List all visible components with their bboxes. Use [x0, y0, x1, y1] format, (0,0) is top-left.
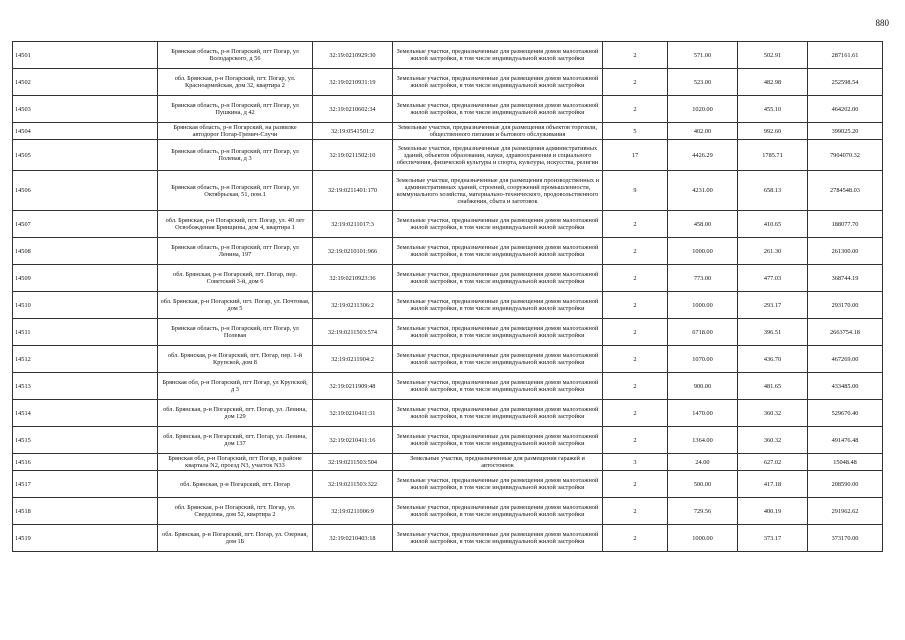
- group-number-cell: 2: [603, 265, 668, 292]
- table-row: [13, 265, 883, 292]
- specific-value-cell: 261.30: [738, 238, 808, 265]
- address-cell: обл. Брянская, р-н Погарский, пгт. Погар, ул. Красноармейская, дом 32, квартира 2: [158, 69, 313, 96]
- specific-value-cell: 1785.71: [738, 140, 808, 171]
- table-row: [13, 427, 883, 454]
- address-cell: Брянская область, р-н Погарский, пгт Погар, ул Ленина, 197: [158, 238, 313, 265]
- land-use-cell: Земельные участки, предназначенные для размещения домов малоэтажной жилой застройки, в том числе индивидуальной жилой застройки: [393, 346, 603, 373]
- land-use-cell: Земельные участки, предназначенные для размещения домов малоэтажной жилой застройки, в том числе индивидуальной жилой застройки: [393, 211, 603, 238]
- table-row: [13, 69, 883, 96]
- row-number-cell: 14501: [13, 42, 158, 69]
- cadastral-value-cell: 2663754.18: [808, 319, 883, 346]
- area-cell: 24.00: [668, 454, 738, 471]
- row-number-cell: 14512: [13, 346, 158, 373]
- specific-value-cell: 481.65: [738, 373, 808, 400]
- address-cell: Брянская область, р-н Погарский, пгт Погар, ул Октябрьская, 51, пом.1: [158, 171, 313, 211]
- table-row: [13, 454, 883, 471]
- cadastral-value-cell: 252598.54: [808, 69, 883, 96]
- row-number-cell: 14503: [13, 96, 158, 123]
- cadastral-number-cell: 32:19:0541501:2: [313, 123, 393, 140]
- group-number-cell: 17: [603, 140, 668, 171]
- land-use-cell: Земельные участки, предназначенные для размещения домов малоэтажной жилой застройки, в том числе индивидуальной жилой застройки: [393, 69, 603, 96]
- area-cell: 402.00: [668, 123, 738, 140]
- table-row: [13, 96, 883, 123]
- land-use-cell: Земельные участки, предназначенные для размещения домов малоэтажной жилой застройки, в том числе индивидуальной жилой застройки: [393, 265, 603, 292]
- specific-value-cell: 658.13: [738, 171, 808, 211]
- land-use-cell: Земельные участки, предназначенные для размещения домов малоэтажной жилой застройки, в том числе индивидуальной жилой застройки: [393, 427, 603, 454]
- group-number-cell: 2: [603, 498, 668, 525]
- area-cell: 1364.00: [668, 427, 738, 454]
- cadastral-value-cell: 291962.62: [808, 498, 883, 525]
- row-number-cell: 14513: [13, 373, 158, 400]
- address-cell: обл. Брянская, р-н Погарский, пгт. Погар, ул. 40 лет Освобождения Брянщины, дом 4, квартира 1: [158, 211, 313, 238]
- specific-value-cell: 360.32: [738, 400, 808, 427]
- land-use-cell: Земельные участки, предназначенные для размещения административных зданий, объектов образования, науки, здравоохранения и социального обеспечения, физической культуры и спорта, культуры, искусства, религии: [393, 140, 603, 171]
- row-number-cell: 14511: [13, 319, 158, 346]
- specific-value-cell: 436.70: [738, 346, 808, 373]
- table-row: [13, 211, 883, 238]
- address-cell: обл. Брянская, р-н Погарский, пгт. Погар: [158, 471, 313, 498]
- cadastral-number-cell: 32:19:0210923:36: [313, 265, 393, 292]
- table-row: [13, 471, 883, 498]
- area-cell: 500.00: [668, 471, 738, 498]
- area-cell: 523.00: [668, 69, 738, 96]
- cadastral-number-cell: 32:19:0211502:10: [313, 140, 393, 171]
- row-number-cell: 14505: [13, 140, 158, 171]
- area-cell: 6718.00: [668, 319, 738, 346]
- group-number-cell: 2: [603, 292, 668, 319]
- row-number-cell: 14504: [13, 123, 158, 140]
- address-cell: Брянская область, р-н Погарский, пгт Погар, ул Полевая, д 3: [158, 140, 313, 171]
- group-number-cell: 2: [603, 96, 668, 123]
- land-use-cell: Земельные участки, предназначенные для размещения домов малоэтажной жилой застройки, в том числе индивидуальной жилой застройки: [393, 400, 603, 427]
- group-number-cell: 2: [603, 373, 668, 400]
- address-cell: обл. Брянская, р-н Погарский, пгт. Погар, ул. Свердлова, дом 52, квартира 2: [158, 498, 313, 525]
- address-cell: Брянская обл, р-н Погарский, пгт Погар, ул Крупской, д 3: [158, 373, 313, 400]
- table-row: [13, 319, 883, 346]
- cadastral-number-cell: 32:19:0210931:19: [313, 69, 393, 96]
- cadastral-number-cell: 32:19:0210602:34: [313, 96, 393, 123]
- row-number-cell: 14517: [13, 471, 158, 498]
- land-use-cell: Земельные участки, предназначенные для размещения домов малоэтажной жилой застройки, в том числе индивидуальной жилой застройки: [393, 498, 603, 525]
- cadastral-value-cell: 373170.00: [808, 525, 883, 552]
- cadastral-number-cell: 32:19:0211401:170: [313, 171, 393, 211]
- land-use-cell: Земельные участки, предназначенные для размещения домов малоэтажной жилой застройки, в том числе индивидуальной жилой застройки: [393, 238, 603, 265]
- land-use-cell: Земельные участки, предназначенные для размещения домов малоэтажной жилой застройки, в том числе индивидуальной жилой застройки: [393, 292, 603, 319]
- cadastral-value-cell: 399025.20: [808, 123, 883, 140]
- specific-value-cell: 400.19: [738, 498, 808, 525]
- address-cell: обл. Брянская, р-н Погарский, пгт. Погар, ул. Ленина, дом 129: [158, 400, 313, 427]
- cadastral-value-cell: 261300.00: [808, 238, 883, 265]
- table-row: [13, 123, 883, 140]
- specific-value-cell: 417.18: [738, 471, 808, 498]
- table-row: [13, 400, 883, 427]
- group-number-cell: 5: [603, 123, 668, 140]
- group-number-cell: 2: [603, 211, 668, 238]
- address-cell: Брянская область, р-н Погарский, пгт Погар, ул Пушкина, д 42: [158, 96, 313, 123]
- specific-value-cell: 396.51: [738, 319, 808, 346]
- group-number-cell: 2: [603, 427, 668, 454]
- page-number: 880: [875, 18, 889, 28]
- group-number-cell: 9: [603, 171, 668, 211]
- group-number-cell: 2: [603, 346, 668, 373]
- table-row: [13, 373, 883, 400]
- cadastral-value-cell: 287161.61: [808, 42, 883, 69]
- address-cell: обл. Брянская, р-н Погарский, пгт. Погар, ул. Почтовая, дом 5: [158, 292, 313, 319]
- specific-value-cell: 360.32: [738, 427, 808, 454]
- table-row: [13, 346, 883, 373]
- area-cell: 4426.29: [668, 140, 738, 171]
- land-use-cell: Земельные участки, предназначенные для размещения гаражей и автостоянок: [393, 454, 603, 471]
- land-use-cell: Земельные участки, предназначенные для размещения домов малоэтажной жилой застройки, в том числе индивидуальной жилой застройки: [393, 319, 603, 346]
- specific-value-cell: 502.91: [738, 42, 808, 69]
- table-row: [13, 171, 883, 211]
- specific-value-cell: 992.60: [738, 123, 808, 140]
- land-use-cell: Земельные участки, предназначенные для размещения домов малоэтажной жилой застройки, в том числе индивидуальной жилой застройки: [393, 96, 603, 123]
- cadastral-number-cell: 32:19:0211909:48: [313, 373, 393, 400]
- cadastral-value-cell: 2784548.03: [808, 171, 883, 211]
- cadastral-number-cell: 32:19:0211006:9: [313, 498, 393, 525]
- specific-value-cell: 627.02: [738, 454, 808, 471]
- cadastral-value-cell: 491476.48: [808, 427, 883, 454]
- group-number-cell: 2: [603, 525, 668, 552]
- cadastral-value-cell: 529670.40: [808, 400, 883, 427]
- cadastral-value-cell: 7904070.32: [808, 140, 883, 171]
- group-number-cell: 2: [603, 238, 668, 265]
- specific-value-cell: 410.65: [738, 211, 808, 238]
- row-number-cell: 14514: [13, 400, 158, 427]
- row-number-cell: 14508: [13, 238, 158, 265]
- table-row: [13, 525, 883, 552]
- area-cell: 1470.00: [668, 400, 738, 427]
- cadastral-value-cell: 464202.00: [808, 96, 883, 123]
- cadastral-number-cell: 32:19:0211017:3: [313, 211, 393, 238]
- area-cell: 773.00: [668, 265, 738, 292]
- land-use-cell: Земельные участки, предназначенные для размещения домов малоэтажной жилой застройки, в том числе индивидуальной жилой застройки: [393, 373, 603, 400]
- cadastral-number-cell: 32:19:0211904:2: [313, 346, 393, 373]
- land-use-cell: Земельные участки, предназначенные для размещения домов малоэтажной жилой застройки, в том числе индивидуальной жилой застройки: [393, 42, 603, 69]
- cadastral-value-cell: 433485.00: [808, 373, 883, 400]
- row-number-cell: 14506: [13, 171, 158, 211]
- specific-value-cell: 293.17: [738, 292, 808, 319]
- address-cell: обл. Брянская, р-н Погарский, пгт. Погар, ул. Ленина, дом 137: [158, 427, 313, 454]
- table-body: [13, 42, 883, 552]
- row-number-cell: 14510: [13, 292, 158, 319]
- cadastral-value-cell: 188077.70: [808, 211, 883, 238]
- address-cell: обл. Брянская, р-н Погарский, пгт. Погар, пер. Советский 3-й, дом 6: [158, 265, 313, 292]
- area-cell: 729.56: [668, 498, 738, 525]
- area-cell: 1070.00: [668, 346, 738, 373]
- row-number-cell: 14519: [13, 525, 158, 552]
- group-number-cell: 3: [603, 454, 668, 471]
- cadastral-value-cell: 467269.00: [808, 346, 883, 373]
- row-number-cell: 14507: [13, 211, 158, 238]
- land-use-cell: Земельные участки, предназначенные для размещения домов малоэтажной жилой застройки, в том числе индивидуальной жилой застройки: [393, 525, 603, 552]
- address-cell: Брянская обл, р-н Погарский, пгт Погар, в районе квартала N2, проезд N3, участок N33: [158, 454, 313, 471]
- area-cell: 1000.00: [668, 525, 738, 552]
- table-row: [13, 238, 883, 265]
- specific-value-cell: 455.10: [738, 96, 808, 123]
- area-cell: 1000.00: [668, 238, 738, 265]
- cadastral-number-cell: 32:19:0211306:2: [313, 292, 393, 319]
- specific-value-cell: 477.03: [738, 265, 808, 292]
- group-number-cell: 2: [603, 471, 668, 498]
- area-cell: 1000.00: [668, 292, 738, 319]
- cadastral-value-table: [12, 41, 883, 552]
- table-row: [13, 498, 883, 525]
- cadastral-value-cell: 15048.48: [808, 454, 883, 471]
- land-use-cell: Земельные участки, предназначенные для размещения домов малоэтажной жилой застройки, в том числе индивидуальной жилой застройки: [393, 471, 603, 498]
- group-number-cell: 2: [603, 319, 668, 346]
- area-cell: 571.00: [668, 42, 738, 69]
- address-cell: Брянская область, р-н Погарский, пгт Погар, ул Полевая: [158, 319, 313, 346]
- row-number-cell: 14515: [13, 427, 158, 454]
- cadastral-number-cell: 32:19:0210411:31: [313, 400, 393, 427]
- address-cell: обл. Брянская, р-н Погарский, пгт. Погар, ул. Озерная, дом 1Б: [158, 525, 313, 552]
- cadastral-number-cell: 32:19:0210929:30: [313, 42, 393, 69]
- group-number-cell: 2: [603, 400, 668, 427]
- land-use-cell: Земельные участки, предназначенные для размещения объектов торговли, общественного питания и бытового обслуживания: [393, 123, 603, 140]
- table-row: [13, 140, 883, 171]
- cadastral-number-cell: 32:19:0211503:574: [313, 319, 393, 346]
- row-number-cell: 14518: [13, 498, 158, 525]
- row-number-cell: 14516: [13, 454, 158, 471]
- cadastral-number-cell: 32:19:0210403:18: [313, 525, 393, 552]
- area-cell: 458.00: [668, 211, 738, 238]
- cadastral-value-cell: 293170.00: [808, 292, 883, 319]
- address-cell: обл. Брянская, р-н Погарский, пгт. Погар, пер. 1-й Крупской, дом 8: [158, 346, 313, 373]
- area-cell: 4231.00: [668, 171, 738, 211]
- specific-value-cell: 482.98: [738, 69, 808, 96]
- cadastral-value-cell: 368744.19: [808, 265, 883, 292]
- group-number-cell: 2: [603, 42, 668, 69]
- address-cell: Брянская область, р-н Погарский, пгт Погар, ул Володарского, д 56: [158, 42, 313, 69]
- cadastral-number-cell: 32:19:0211503:322: [313, 471, 393, 498]
- table-row: [13, 292, 883, 319]
- address-cell: Брянская область, р-н Погарский, на развилке автодорог Погар-Гремяч-Случи: [158, 123, 313, 140]
- table-row: [13, 42, 883, 69]
- cadastral-number-cell: 32:19:0211503:504: [313, 454, 393, 471]
- row-number-cell: 14502: [13, 69, 158, 96]
- specific-value-cell: 373.17: [738, 525, 808, 552]
- cadastral-value-cell: 208590.00: [808, 471, 883, 498]
- group-number-cell: 2: [603, 69, 668, 96]
- row-number-cell: 14509: [13, 265, 158, 292]
- area-cell: 900.00: [668, 373, 738, 400]
- cadastral-number-cell: 32:19:0210411:16: [313, 427, 393, 454]
- area-cell: 1020.00: [668, 96, 738, 123]
- land-use-cell: Земельные участки, предназначенные для размещения производственных и административных зданий, строений, сооружений промышленности, коммунального хозяйства, материально-технического, продовольственного снабжения, сбыта и заготовок: [393, 171, 603, 211]
- cadastral-number-cell: 32:19:0210101:966: [313, 238, 393, 265]
